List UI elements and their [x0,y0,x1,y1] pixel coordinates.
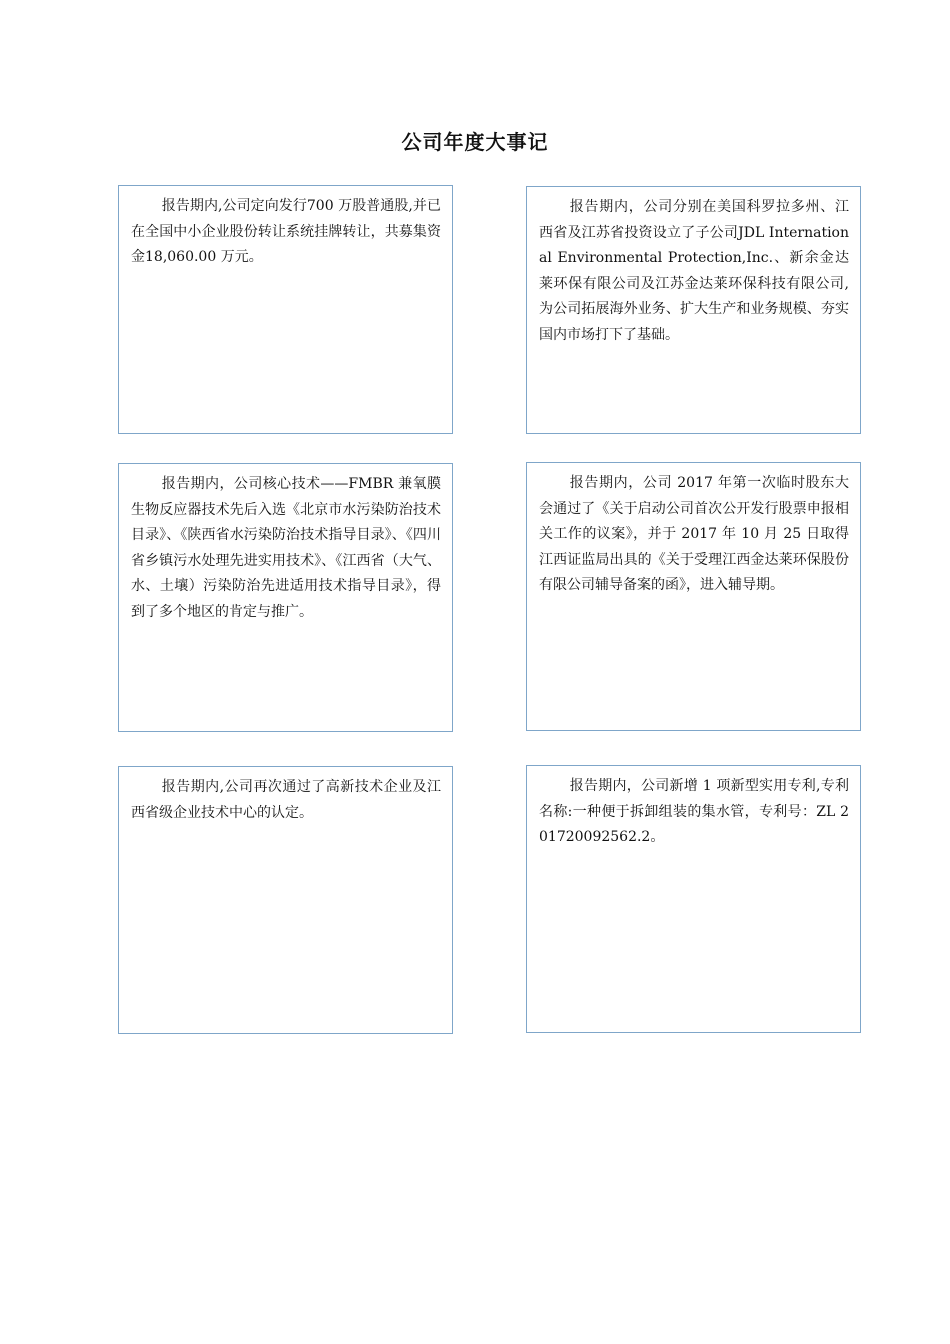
event-box-core-technology [118,463,453,732]
event-text: 报告期内,公司再次通过了高新技术企业及江西省级企业技术中心的认定。 [131,779,441,821]
event-box-subsidiaries [526,186,861,434]
event-text: 报告期内，公司新增 1 项新型实用专利,专利名称:一种便于拆卸组装的集水管，专利号：ZL 201720092562.2。 [539,778,849,845]
event-box-ipo-tutoring [526,462,861,731]
event-text: 报告期内，公司分别在美国科罗拉多州、江西省及江苏省投资设立了子公司JDL International Environmental Protection,Inc.、新余金达莱环保有限公司及江苏金达莱环保科技有限公司,为公司拓展海外业务、扩大生产和业务规模、夯实国内市场打下了基础。 [539,199,849,343]
event-box-utility-patent [526,765,861,1033]
event-text: 报告期内，公司核心技术——FMBR 兼氧膜生物反应器技术先后入选《北京市水污染防治技术目录》、《陕西省水污染防治技术指导目录》、《四川省乡镇污水处理先进实用技术》、《江西省（大气、水、土壤）污染防治先进适用技术指导目录》，得到了多个地区的肯定与推广。 [131,476,441,620]
event-text: 报告期内,公司定向发行700 万股普通股,并已在全国中小企业股份转让系统挂牌转让，共募集资金18,060.00 万元。 [131,198,441,265]
event-box-private-placement [118,185,453,434]
event-text: 报告期内，公司 2017 年第一次临时股东大会通过了《关于启动公司首次公开发行股票申报相关工作的议案》，并于 2017 年 10 月 25 日取得江西证监局出具的《关于受理江西金达莱环保股份有限公司辅导备案的函》，进入辅导期。 [539,475,849,593]
event-box-high-tech-certification [118,766,453,1034]
page-title: 公司年度大事记 [401,130,549,154]
